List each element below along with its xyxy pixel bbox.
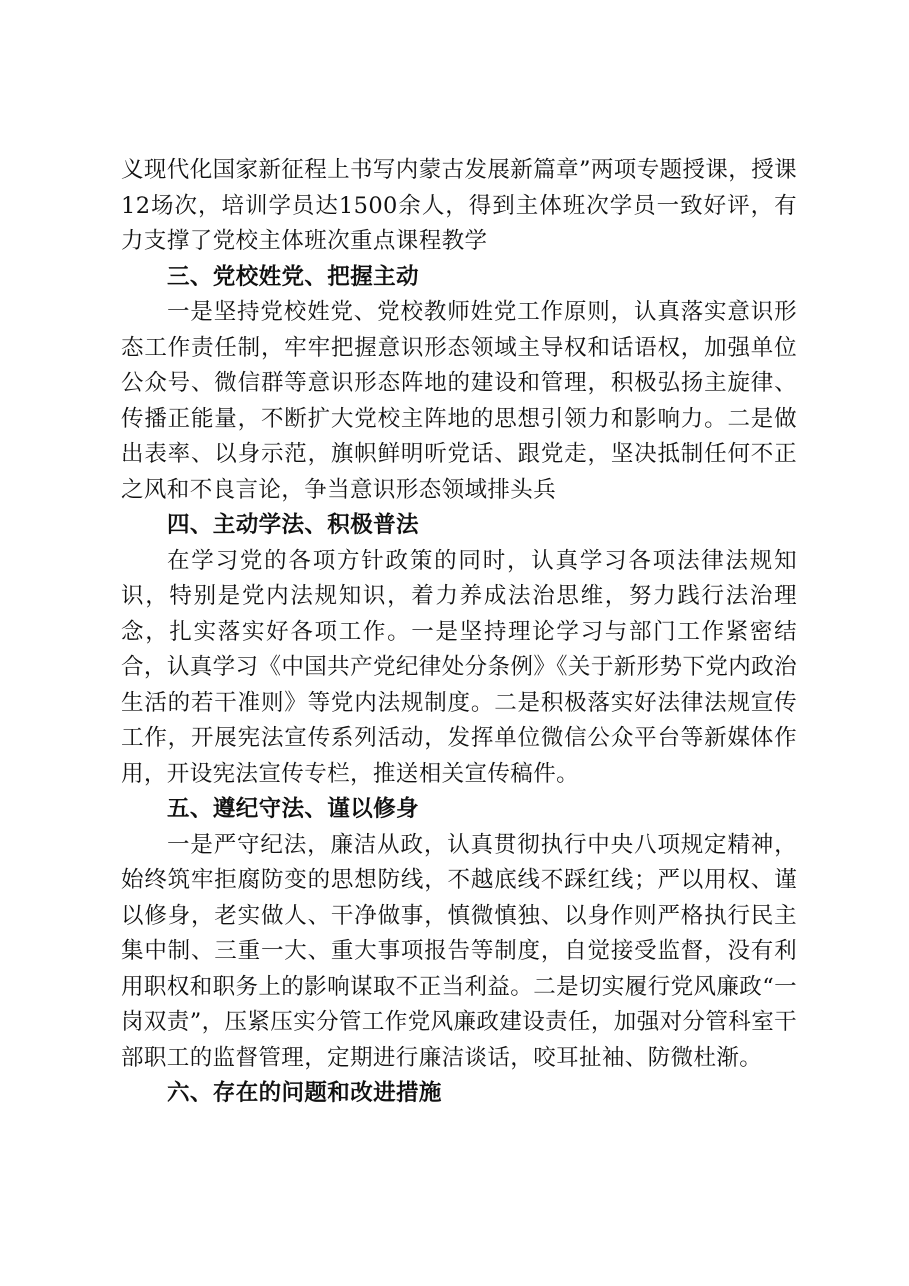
section-heading-6: 六、存在的问题和改进措施 bbox=[167, 1080, 442, 1106]
section-heading-3: 三、党校姓党、把握主动 bbox=[167, 263, 419, 290]
section-body-5: 一是严守纪法，廉洁从政，认真贯彻执行中央八项规定精神，始终筑牢拒腐防变的思想防线，不越底线不踩红线；严以用权、谨以修身，老实做人、干净做事，慎微慎独、以身作则严格执行民主集中制、三重一大、重大事项报告等制度，自觉接受监督，没有利用职权和职务上的影响谋取不正当利益。二是切实履行党风廉政“一岗双责”，压紧压实分管工作党风廉政建设责任，加强对分管科室干部职工的监督管理，定期进行廉洁谈话，咬耳扯袖、防微杜渐。 bbox=[121, 831, 798, 1071]
section-heading-5: 五、遵纪守法、谨以修身 bbox=[167, 796, 419, 822]
continuation-paragraph: 义现代化国家新征程上书写内蒙古发展新篇章”两项专题授课，授课12场次，培训学员达1500余人，得到主体班次学员一致好评，有力支撑了党校主体班次重点课程教学 bbox=[121, 157, 798, 254]
section-body-4: 在学习党的各项方针政策的同时，认真学习各项法律法规知识，特别是党内法规知识，着力养成法治思维，努力践行法治理念，扎实落实好各项工作。一是坚持理论学习与部门工作紧密结合，认真学习《中国共产党纪律处分条例》《关于新形势下党内政治生活的若干准则》等党内法规制度。二是积极落实好法律法规宣传工作，开展宪法宣传系列活动，发挥单位微信公众平台等新媒体作用，开设宪法宣传专栏，推送相关宣传稿件。 bbox=[121, 547, 797, 787]
section-heading-4: 四、主动学法、积极普法 bbox=[167, 512, 419, 538]
document-body bbox=[121, 153, 797, 1112]
section-body-3: 一是坚持党校姓党、党校教师姓党工作原则，认真落实意识形态工作责任制，牢牢把握意识形态领域主导权和话语权，加强单位公众号、微信群等意识形态阵地的建设和管理，积极弘扬主旋律、传播正能量，不断扩大党校主阵地的思想引领力和影响力。二是做出表率、以身示范，旗帜鲜明听党话、跟党走，坚决抵制任何不正之风和不良言论，争当意识形态领域排头兵 bbox=[121, 299, 797, 503]
